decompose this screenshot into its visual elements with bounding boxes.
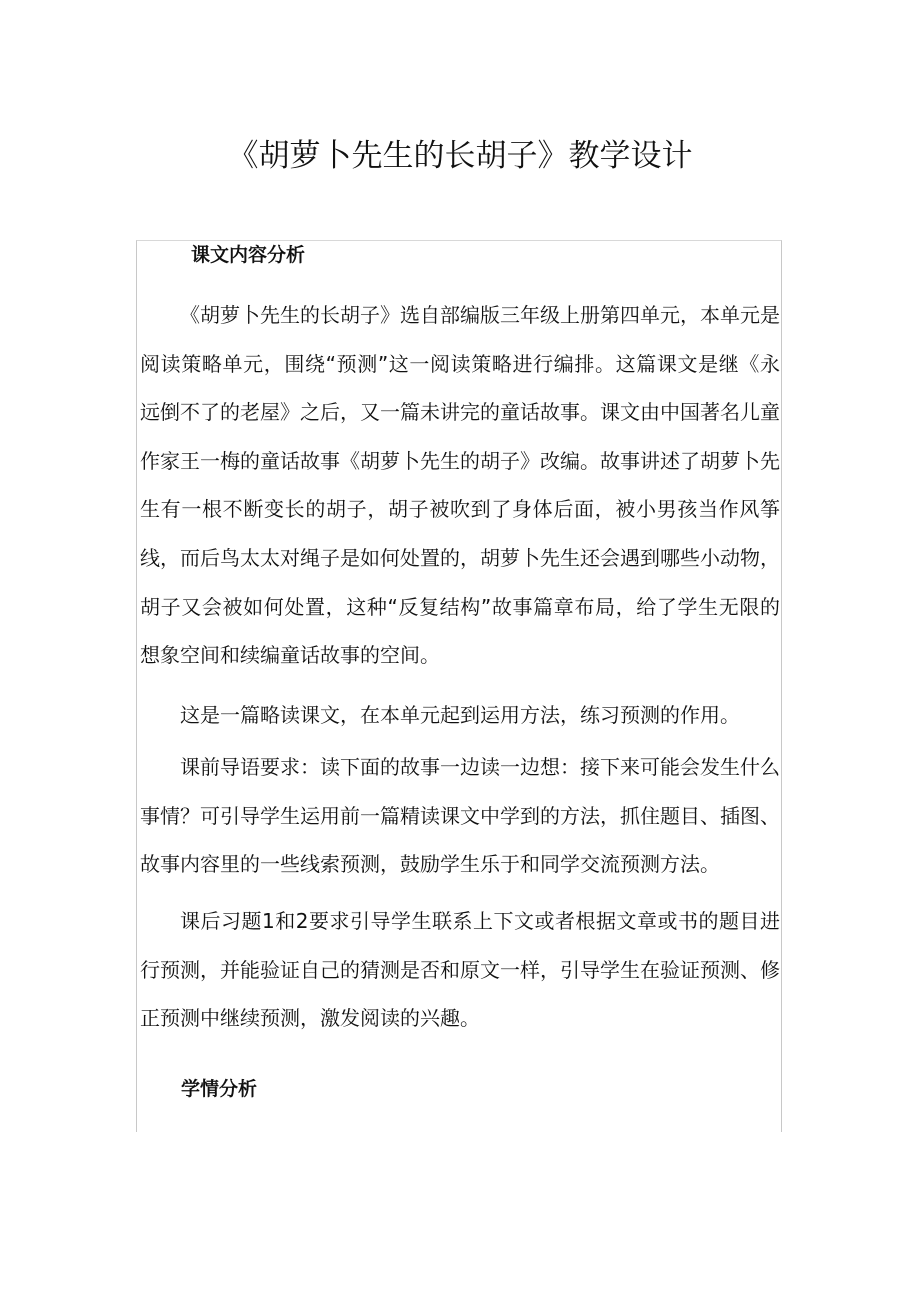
paragraph-pre-class-guide: 课前导语要求：读下面的故事一边读一边想：接下来可能会发生什么事情？可引导学生运用前一篇精读课文中学到的方法，抓住题目、插图、故事内容里的一些线索预测，鼓励学生乐于和同学交流预测方法。 [140,755,780,877]
section-heading-content-analysis: 课文内容分析 [191,244,306,266]
section-heading-student-analysis: 学情分析 [181,1078,258,1100]
paragraph-after-class-exercises: 课后习题1和2要求引导学生联系上下文或者根据文章或书的题目进行预测，并能验证自己的猜测是否和原文一样，引导学生在验证预测、修正预测中继续预测，激发阅读的兴趣。 [140,909,780,1031]
paragraph-lesson-type: 这是一篇略读课文，在本单元起到运用方法，练习预测的作用。 [180,703,740,727]
paragraph-lesson-overview: 《胡萝卜先生的长胡子》选自部编版三年级上册第四单元，本单元是阅读策略单元，围绕“预测”这一阅读策略进行编排。这篇课文是继《永远倒不了的老屋》之后，又一篇未讲完的童话故事。课文由中国著名儿童作家王一梅的童话故事《胡萝卜先生的胡子》改编。故事讲述了胡萝卜先生有一根不断变长的胡子，胡子被吹到了身体后面，被小男孩当作风筝线，而后鸟太太对绳子是如何处置的，胡萝卜先生还会遇到哪些小动物，胡子又会被如何处置，这种“反复结构”故事篇章布局，给了学生无限的想象空间和续编童话故事的空间。 [140,303,780,668]
content-box [136,240,782,1132]
document-title: 《胡萝卜先生的长胡子》教学设计 [227,138,693,174]
